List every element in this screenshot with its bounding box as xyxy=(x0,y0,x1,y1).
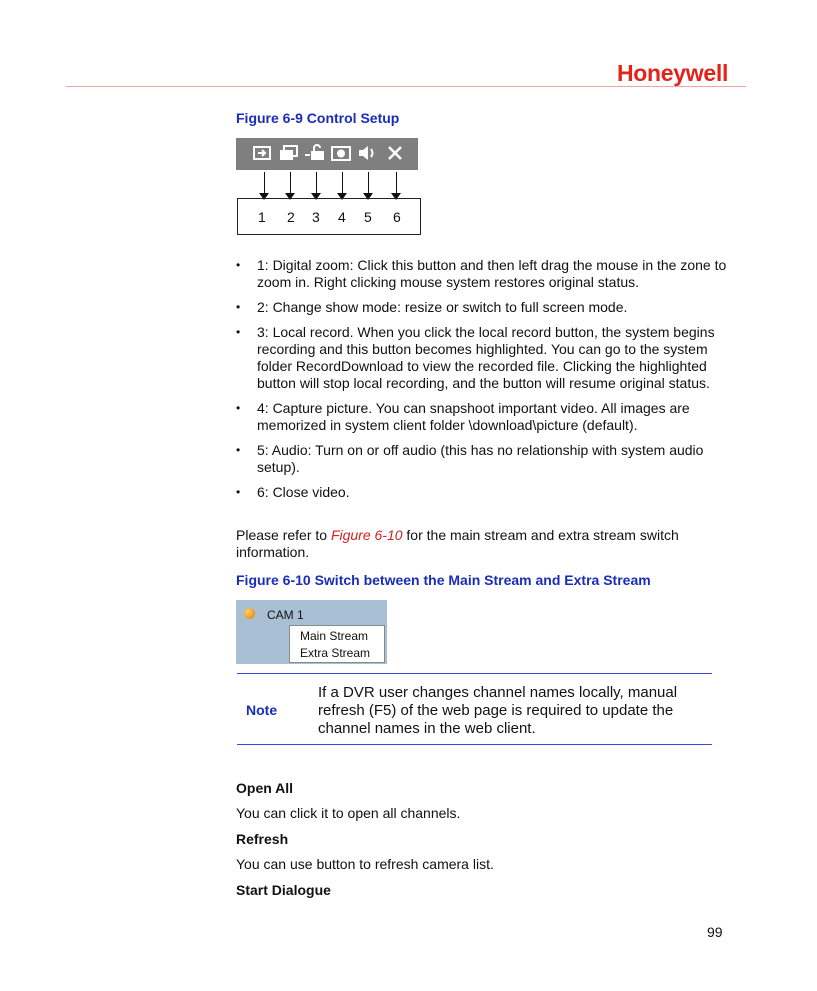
open-all-heading: Open All xyxy=(236,780,294,796)
page-number: 99 xyxy=(707,924,723,940)
start-dialogue-heading: Start Dialogue xyxy=(236,882,331,898)
arrow-3 xyxy=(316,172,317,194)
list-item: • 5: Audio: Turn on or off audio (this has no relationship with system audio setup). xyxy=(236,442,736,476)
digital-zoom-icon xyxy=(252,143,274,163)
close-icon xyxy=(384,143,406,163)
list-item: • 4: Capture picture. You can snapshoot important video. All images are memorized in system client folder \download\picture (default). xyxy=(236,400,736,434)
camera-status-icon xyxy=(244,608,255,619)
figure-6-10-caption: Figure 6-10 Switch between the Main Stream and Extra Stream xyxy=(236,572,651,588)
refer-text-after: for the main stream and extra stream switch information. xyxy=(236,527,679,560)
list-item: • 1: Digital zoom: Click this button and then left drag the mouse in the zone to zoom in. Right clicking mouse system restores original status. xyxy=(236,257,736,291)
camera-panel xyxy=(236,600,387,664)
show-mode-icon xyxy=(278,143,300,163)
note-top-rule xyxy=(237,673,712,674)
open-all-text: You can click it to open all channels. xyxy=(236,805,461,821)
control-toolbar xyxy=(236,138,418,170)
figure-6-10-link[interactable]: Figure 6-10 xyxy=(330,527,403,543)
control-bullet-list xyxy=(236,257,736,509)
camera-name[interactable]: CAM 1 xyxy=(267,608,304,622)
number-2: 2 xyxy=(287,209,295,225)
capture-icon xyxy=(330,143,352,163)
honeywell-logo: Honeywell xyxy=(617,60,729,86)
list-item: • 2: Change show mode: resize or switch to full screen mode. xyxy=(236,299,736,316)
number-6: 6 xyxy=(393,209,401,225)
audio-icon xyxy=(356,143,378,163)
note-text: If a DVR user changes channel names locally, manual refresh (F5) of the web page is required to update the channel names in the web client. xyxy=(318,684,678,737)
header-divider xyxy=(66,86,746,87)
arrow-5 xyxy=(368,172,369,194)
local-record-icon xyxy=(304,143,326,163)
refresh-heading: Refresh xyxy=(236,831,289,847)
extra-stream-option[interactable]: Extra Stream xyxy=(300,646,371,660)
note-label: Note xyxy=(246,702,278,718)
arrow-6 xyxy=(396,172,397,194)
list-item: • 3: Local record. When you click the local record button, the system begins recording and this button becomes highlighted. You can go to the system folder RecordDownload to view the recorded file. Clicking the highlighted button will stop local recording, and the button will resume original status. xyxy=(236,324,736,392)
number-4: 4 xyxy=(338,209,346,225)
figure-6-9-caption: Figure 6-9 Control Setup xyxy=(236,110,400,126)
refer-paragraph xyxy=(236,527,736,561)
arrow-4 xyxy=(342,172,343,194)
list-item: • 6: Close video. xyxy=(236,484,736,501)
note-bottom-rule xyxy=(237,744,712,745)
arrow-2 xyxy=(290,172,291,194)
main-stream-option[interactable]: Main Stream xyxy=(300,629,369,643)
refer-text-before: Please refer to xyxy=(236,527,331,543)
number-5: 5 xyxy=(364,209,372,225)
number-1: 1 xyxy=(258,209,266,225)
refresh-text: You can use button to refresh camera list. xyxy=(236,856,494,872)
arrow-1 xyxy=(264,172,265,194)
stream-context-menu xyxy=(289,625,385,663)
number-3: 3 xyxy=(312,209,320,225)
